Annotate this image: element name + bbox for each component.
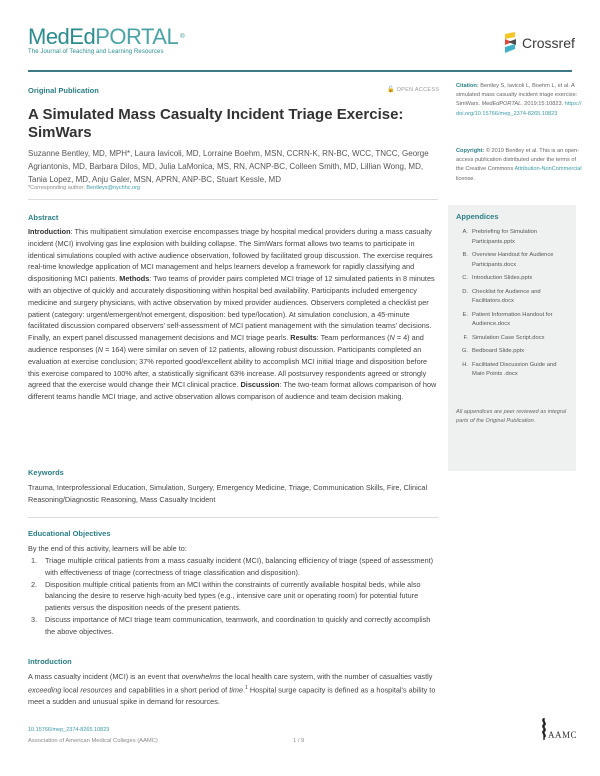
reference-superscript[interactable]: 1	[245, 684, 248, 691]
intro-text: the local health care system, with the number of casualties vastly	[220, 672, 433, 681]
citation-text: Bentley S, Iavicoli L, Boehm L, et al. A simulated mass casualty incident triage exercise: SimWars.	[456, 83, 578, 108]
divider	[28, 517, 438, 518]
objectives-heading: Educational Objectives	[28, 529, 111, 538]
objective-text: Disposition multiple critical patients from an MCI within the constraints of currently available hospital beds, while also balancing the desire to reserve high-acuity bed types (e.g., intensive care unit or operating room) for potential future patients versus the disposition needs of the present patients.	[45, 579, 421, 613]
results-text: = 4) and audience responses (	[28, 333, 424, 354]
open-access-badge	[387, 86, 439, 93]
open-access-label: OPEN ACCESS	[396, 87, 440, 93]
appendix-item[interactable]	[456, 288, 568, 307]
objectives-list	[28, 555, 440, 638]
appendix-item[interactable]	[456, 361, 568, 380]
objective-number: 3.	[31, 614, 38, 624]
introduction-body	[28, 671, 440, 708]
publication-type: Original Publication	[28, 86, 99, 95]
logo-subtitle: The Journal of Teaching and Learning Resources	[28, 49, 164, 55]
intro-emphasis: time	[229, 685, 244, 695]
intro-text: local	[61, 685, 81, 695]
crossref-badge[interactable]	[502, 32, 575, 54]
footer-organization: Association of American Medical Colleges (AAMC)	[28, 738, 158, 744]
appendix-letter: H.	[462, 361, 468, 368]
appendix-item[interactable]	[456, 274, 568, 284]
appendix-label[interactable]: Facilitated Discussion Guide and Main Points .docx	[472, 361, 557, 377]
intro-emphasis: exceeding	[28, 685, 62, 695]
appendix-item[interactable]	[456, 334, 568, 344]
appendix-item[interactable]	[456, 228, 568, 247]
footer-doi-link[interactable]: 10.15766/mep_2374-8265.10823	[28, 727, 110, 733]
appendix-letter: C.	[462, 275, 468, 281]
citation-doi-link[interactable]: https://doi.org/10.15766/mep_2374-8265.10823	[456, 101, 582, 117]
copyright-end: license.	[456, 175, 475, 182]
appendix-label[interactable]: Patient Information Handout for Audience.docx	[472, 311, 553, 327]
appendix-label[interactable]: Simulation Case Script.docx	[472, 334, 545, 341]
aamc-logo	[540, 718, 577, 740]
copyright-text: © 2019 Bentley et al. This is an open-access publication distributed under the terms of the Creative Commons	[456, 148, 580, 173]
intro-text: : This multipatient simulation exercise encompasses triage by hospital medical providers during a mass casualty incident (MCI) involving gas line explosion with building collapse. The SimWars format allows two teams to participate in identical simulations coupled with active audience observation, followed by facilitated group discussion. The exercise requires real-time knowledge application of MCI management and helps learners develop a framework for rapidly classifying and dispositioning MCI patients.	[28, 227, 433, 284]
appendix-item[interactable]	[456, 311, 568, 330]
logo-main-light: PORTAL	[95, 24, 179, 49]
methods-label: Methods	[119, 274, 150, 284]
discussion-text: : The two-team format allows comparison of how different teams handle MCI triage, and active observation allows comparison of audience and team decision making.	[28, 380, 437, 402]
appendix-label[interactable]: Prebriefing for Simulation Participants.pptx	[472, 229, 538, 245]
intro-text: Hospital surge capacity is defined as a hospital's ability to meet a sudden and unusual spike in demand for resources.	[28, 685, 436, 707]
intro-emphasis: overwhelms	[181, 672, 221, 681]
citation-block	[456, 82, 584, 119]
methods-text: : Two teams of provider pairs completed MCI triage of 12 simulated patients in 8 minutes with an objective of quickly and accurately dispositioning within hospital bed availability. Participants included emergency medicine and surgery physicians, with active observation by mixed provider audiences. Observers completed a checklist per patient (category: urgent/emergent/not emergent, disposition: bed type/location). At simulation conclusion, a 45-minute facilitated discussion compared observers' self-assessment of MCI patient management with the simulation teams' decisions. Finally, an expert panel discussed management decisions and MCI triage pearls.	[28, 274, 435, 343]
intro-text: A mass casualty incident (MCI) is an event that	[28, 672, 182, 681]
appendix-label[interactable]: Bedboard Slide.pptx	[472, 348, 525, 354]
author-list: Suzanne Bentley, MD, MPH*, Laura Iavicoli, MD, Lorraine Boehm, MSN, CCRN-K, RN-BC, WCC, TNCC, George Agriantonis, MD, Barbara Dilos, MD, Julia LaMonica, MS, RN, ACNP-BC, Colleen Smith, MD, Lillian Wong, MD, Tania Lopez, MD, Anju Galer, MSN, APRN, ANP-BC, Stuart Kessle, MD	[28, 149, 429, 184]
appendix-item[interactable]	[456, 347, 568, 357]
objective-number: 2.	[31, 579, 38, 589]
license-link[interactable]: Attribution-NonCommercial	[514, 166, 582, 173]
objective-text: Triage multiple critical patients from a mass casualty incident (MCI), balancing efficiency of triage (speed of assessment) with effectiveness of triage (correctness of triage classification and disposition).	[45, 556, 434, 577]
article-title: A Simulated Mass Casualty Incident Triage Exercise: SimWars	[28, 106, 404, 141]
mededportal-logo	[28, 26, 184, 55]
aamc-label: AAMC	[548, 730, 578, 740]
intro-text: and capabilities in a short period of	[112, 685, 230, 695]
keywords-heading: Keywords	[28, 468, 64, 477]
citation-volume: . 2019;15:10823.	[521, 101, 564, 108]
objective-text: Discuss importance of MCI triage team communication, teamwork, and coordination to quickly and correctly accomplish the above objectives.	[45, 614, 431, 636]
appendix-item[interactable]	[456, 251, 568, 270]
crossref-icon	[502, 32, 518, 54]
appendix-letter: F.	[463, 334, 468, 341]
n-symbol: N	[97, 344, 104, 354]
results-label: Results	[290, 333, 317, 343]
discussion-label: Discussion	[240, 380, 280, 390]
corresponding-label: *Corresponding author:	[28, 185, 87, 191]
abstract-heading: Abstract	[28, 213, 59, 222]
appendix-label[interactable]: Overview Handout for Audience Participants.docx	[472, 252, 554, 268]
results-text: : Team performances (	[316, 333, 390, 343]
citation-label: Citation:	[456, 83, 479, 89]
objective-number: 1.	[31, 556, 38, 565]
objective-item	[28, 614, 440, 638]
unlock-icon: 🔓	[387, 87, 395, 93]
corresponding-email-link[interactable]: Bentleys@nychhc.org	[86, 185, 140, 191]
appendix-letter: B.	[462, 252, 468, 258]
appendix-label[interactable]: Introduction Slides.pptx	[472, 275, 533, 281]
logo-main-bold: MedEd	[28, 24, 96, 49]
appendix-label[interactable]: Checklist for Audience and Facilitators.docx	[472, 288, 541, 304]
header-divider	[28, 70, 572, 72]
keywords-text: Trauma, Interprofessional Education, Simulation, Surgery, Emergency Medicine, Triage, Communication Skills, Fire, Clinical Reasoning/Diagnostic Reasoning, Mass Casualty Incident	[28, 483, 428, 504]
appendix-letter: D.	[462, 288, 468, 295]
objective-item	[28, 555, 440, 579]
intro-emphasis: resources	[80, 685, 113, 695]
copyright-label: Copyright:	[456, 148, 485, 154]
appendices-list	[456, 228, 568, 384]
objectives-lead: By the end of this activity, learners will be able to:	[28, 544, 187, 553]
caduceus-icon	[540, 718, 548, 740]
appendix-letter: E.	[462, 311, 468, 318]
crossref-label: Crossref	[522, 35, 575, 51]
appendix-letter: A.	[462, 229, 468, 235]
appendices-heading: Appendices	[456, 212, 499, 221]
copyright-block	[456, 147, 584, 184]
divider	[28, 199, 438, 200]
introduction-heading: Introduction	[28, 657, 72, 666]
corresponding-author	[28, 185, 140, 191]
appendices-note: All appendices are peer reviewed as integral parts of the Original Publication.	[456, 409, 567, 424]
registered-mark: ®	[180, 34, 185, 40]
appendix-letter: G.	[461, 348, 468, 354]
citation-journal: MedEdPORTAL	[481, 101, 522, 108]
results-text: = 164) were similar on seven of 12 patients, allowing robust discussion. Participants completed an evaluation at exercise conclusion; 37% reported good/excellent ability to accomplish MCI initial triage and disposition before this exercise compared to 100% after, a statistically significant 63% increase. All postsurvey respondents agreed or strongly agreed that the exercise would change their MCI clinical practice.	[28, 344, 428, 390]
abstract-body	[28, 226, 440, 403]
intro-label: Introduction	[28, 227, 71, 236]
n-symbol: N	[389, 333, 395, 343]
page-number: 1 / 9	[293, 738, 305, 744]
objective-item	[28, 579, 440, 614]
intro-text: .	[243, 685, 246, 695]
